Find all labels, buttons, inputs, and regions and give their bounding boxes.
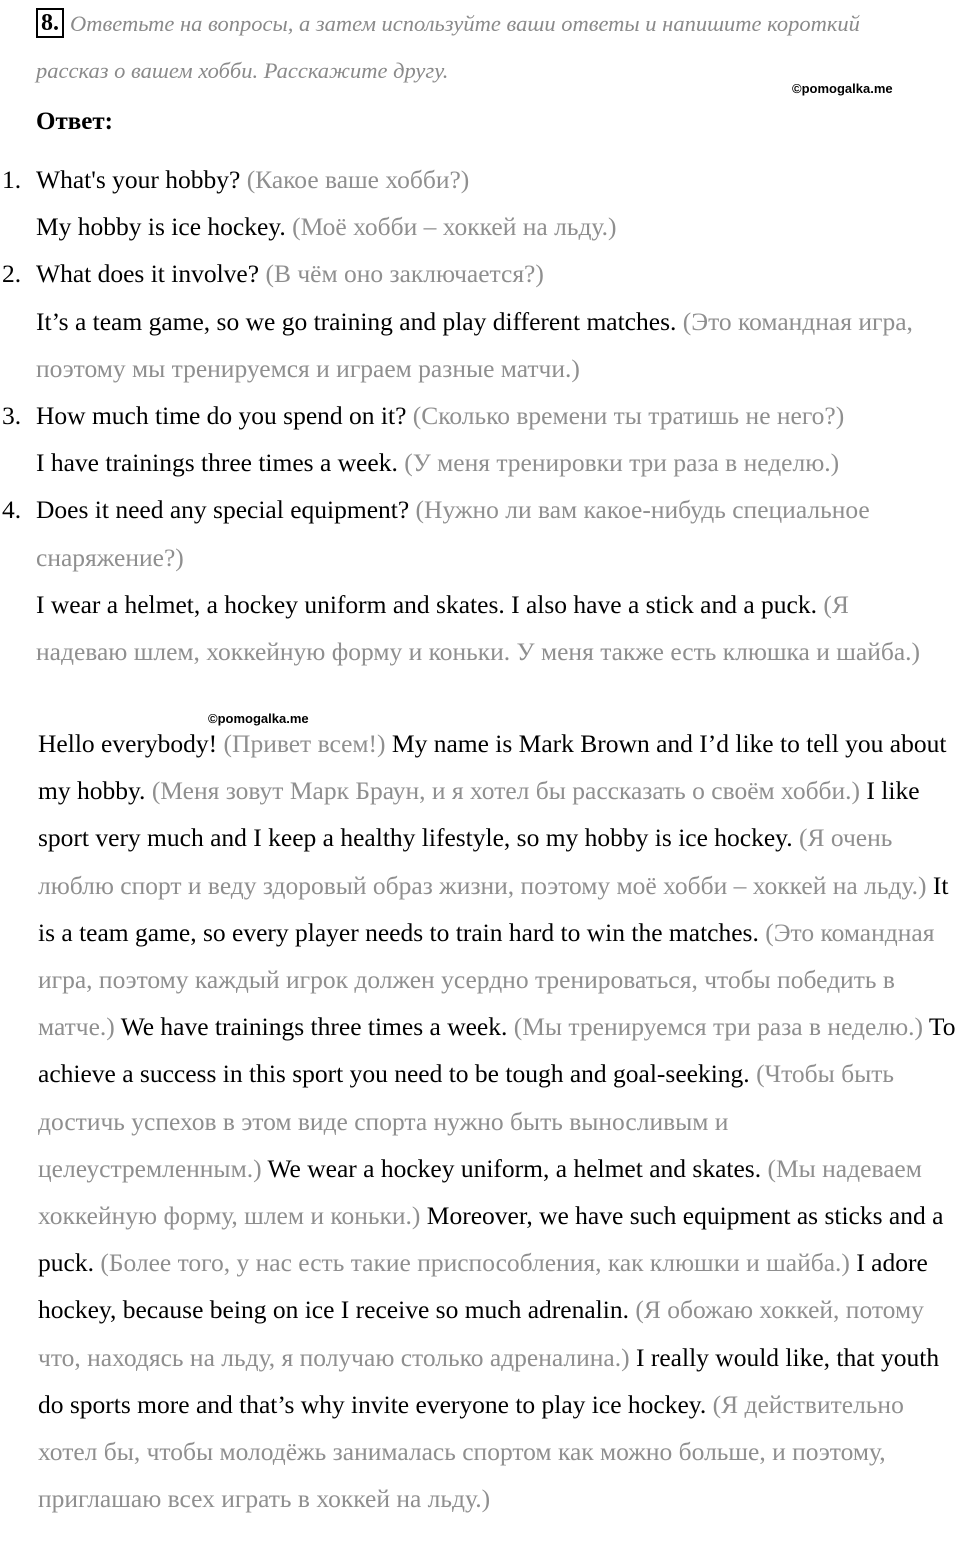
task-instruction: Ответьте на вопросы, а затем используйте ваши ответы и напишите короткий рассказ о вашем хобби. Расскажите другу. [36, 11, 860, 83]
question-en: What's your hobby? [36, 165, 241, 194]
story-sentence-ru: (Я действительно хотел бы, чтобы молодёжь занималась спортом как можно больше, и поэтому, приглашаю всех играть в хоккей на льду.) [38, 1389, 904, 1514]
story-sentence-en: Moreover, we have such equipment as sticks and a puck. [38, 1201, 944, 1278]
answer-ru: (Моё хобби – хоккей на льду.) [292, 212, 617, 242]
answer-label: Ответ: [36, 108, 113, 135]
answer-ru: (Это командная игра, поэтому мы тренируемся и играем разные матчи.) [36, 306, 913, 383]
question-ru: (Какое ваше хобби?) [246, 165, 470, 194]
story-sentence-en: I really would like, that youth do sports more and that’s why invite everyone to play ice hockey. [38, 1342, 940, 1419]
story-sentence-ru: (Мы надеваем хоккейную форму, шлем и коньки.) [38, 1153, 922, 1231]
story-sentence-ru: (Меня зовут Марк Браун, и я хотел бы рассказать о своём хобби.) [151, 776, 861, 806]
story-sentence-ru: (Это командная игра, поэтому каждый игрок должен усердно тренироваться, чтобы победить в матче.) [38, 917, 935, 1042]
story-sentence-en: Hello everybody! [38, 729, 218, 758]
question-ru: (В чём оно заключается?) [265, 259, 544, 289]
task-number: 8. [36, 8, 64, 38]
answer-en: It’s a team game, so we go training and play different matches. [36, 306, 677, 336]
question [36, 486, 945, 580]
story-sentence-ru: (Я обожаю хоккей, потому что, находясь на льду, я получаю столько адреналина.) [38, 1295, 924, 1372]
question-en: Does it need any special equipment? [36, 495, 410, 525]
story-sentence-en: To achieve a success in this sport you need to be tough and goal-seeking. [38, 1012, 956, 1089]
answer [36, 581, 945, 675]
question-en: What does it involve? [36, 259, 260, 289]
story-paragraph [38, 720, 958, 1522]
question [36, 250, 945, 297]
story-sentence-ru: (Привет всем!) [223, 729, 386, 758]
question [36, 392, 945, 439]
question-ru: (Сколько времени ты тратишь не него?) [412, 401, 845, 431]
qa-number: 4. [2, 495, 22, 525]
qa-number: 2. [2, 259, 22, 289]
answer-ru: (Я надеваю шлем, хоккейную форму и коньки. У меня также есть клюшка и шайба.) [36, 589, 921, 667]
story-sentence-ru: (Я очень люблю спорт и веду здоровый образ жизни, поэтому моё хобби – хоккей на льду.) [38, 823, 927, 900]
watermark-middle: ©pomogalka.me [208, 711, 309, 726]
qa-item-2 [0, 250, 945, 392]
answer-en: I have trainings three times a week. [36, 448, 398, 478]
answer-en: My hobby is ice hockey. [36, 212, 286, 242]
qa-number: 1. [2, 165, 22, 194]
watermark-top: ©pomogalka.me [792, 81, 893, 96]
answer-en: I wear a helmet, a hockey uniform and skates. I also have a stick and a puck. [36, 589, 817, 619]
qa-item-4 [0, 486, 945, 675]
story-sentence-en: My name is Mark Brown and I’d like to tell you about my hobby. [38, 729, 947, 806]
story-sentence-ru: (Чтобы быть достичь успехов в этом виде спорта нужно быть выносливым и целеустремленным.) [38, 1059, 895, 1183]
answer [36, 298, 945, 392]
story-sentence-ru: (Мы тренируемся три раза в неделю.) [513, 1012, 923, 1042]
question [36, 156, 945, 203]
story-sentence-ru: (Более того, у нас есть такие приспособления, как клюшки и шайба.) [100, 1248, 850, 1278]
story-sentence-en: We have trainings three times a week. [120, 1012, 508, 1042]
qa-list [0, 156, 945, 675]
question-ru: (Нужно ли вам какое-нибудь специальное снаряжение?) [36, 495, 870, 572]
answer-ru: (У меня тренировки три раза в неделю.) [404, 448, 840, 478]
qa-number: 3. [2, 401, 22, 431]
story-sentence-en: We wear a hockey uniform, a helmet and skates. [267, 1153, 762, 1183]
story-sentence-en: I adore hockey, because being on ice I receive so much adrenalin. [38, 1248, 928, 1325]
story-sentence-en: I like sport very much and I keep a healthy lifestyle, so my hobby is ice hockey. [38, 776, 920, 853]
answer [36, 439, 945, 486]
question-en: How much time do you spend on it? [36, 401, 407, 431]
answer [36, 203, 945, 250]
qa-item-3 [0, 392, 945, 486]
qa-item-1 [0, 156, 945, 250]
task-header [36, 0, 936, 94]
story-sentence-en: It is a team game, so every player needs to train hard to win the matches. [38, 870, 949, 947]
